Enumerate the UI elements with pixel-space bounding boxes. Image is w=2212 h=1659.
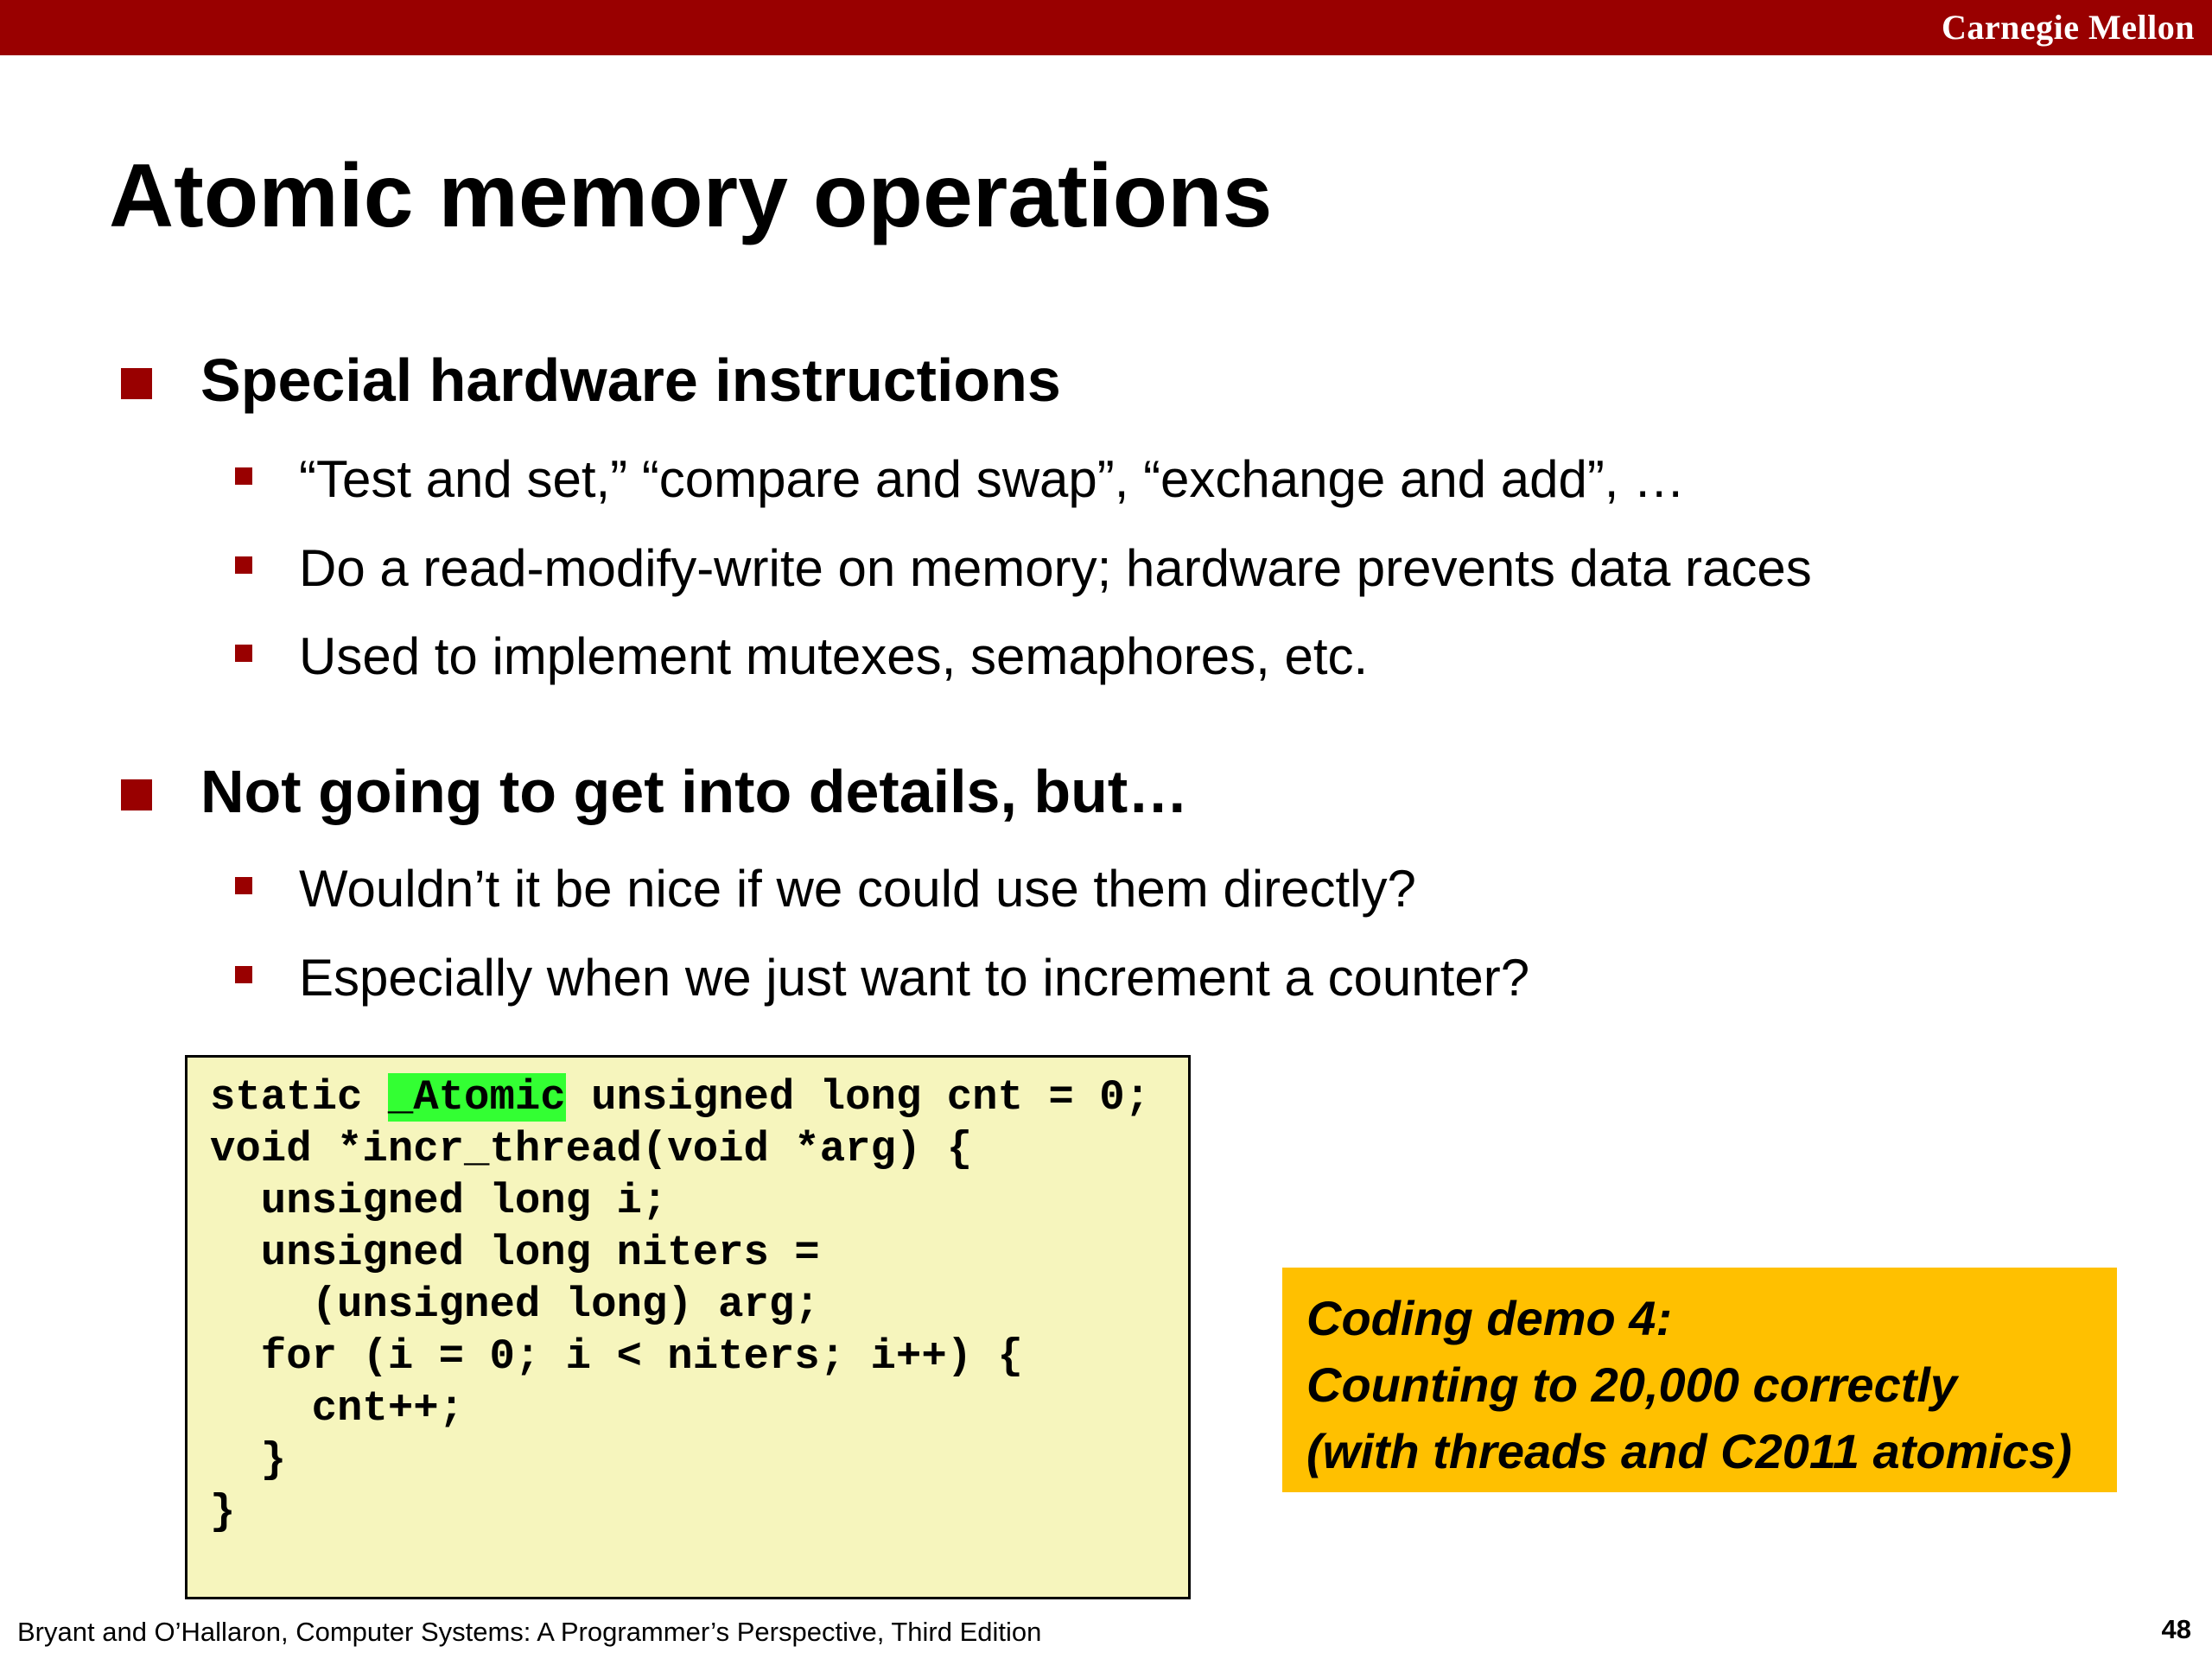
- slide-title: Atomic memory operations: [109, 146, 1273, 246]
- square-bullet-icon: [235, 877, 252, 894]
- square-bullet-icon: [235, 645, 252, 662]
- demo-description: Counting to 20,000 correctly: [1306, 1357, 1958, 1412]
- square-bullet-icon: [121, 779, 152, 810]
- section-heading-text: Not going to get into details, but…: [200, 758, 1189, 825]
- code-listing: [210, 1071, 1150, 1538]
- sub-bullet-text: Do a read-modify-write on memory; hardware prevents data races: [299, 539, 1812, 597]
- square-bullet-icon: [121, 368, 152, 399]
- atomic-highlight: _Atomic: [387, 1073, 566, 1122]
- sub-bullet-text: “Test and set,” “compare and swap”, “exchange and add”, …: [299, 450, 1686, 508]
- square-bullet-icon: [235, 556, 252, 574]
- section-heading-text: Special hardware instructions: [200, 346, 1061, 414]
- sub-bullet-text: Wouldn’t it be nice if we could use them directly?: [299, 860, 1416, 918]
- footer-citation: Bryant and O’Hallaron, Computer Systems: A Programmer’s Perspective, Third Edition: [17, 1617, 1042, 1647]
- code-keyword-static: static: [210, 1073, 388, 1122]
- sub-bullet-text: Used to implement mutexes, semaphores, etc.: [299, 627, 1369, 685]
- demo-callout: [1282, 1268, 2117, 1492]
- demo-note: (with threads and C2011 atomics): [1306, 1424, 2072, 1478]
- sub-bullet-text: Especially when we just want to increment a counter?: [299, 949, 1530, 1007]
- page-number: 48: [2161, 1614, 2191, 1644]
- square-bullet-icon: [235, 467, 252, 485]
- brand-label: Carnegie Mellon: [1942, 8, 2195, 47]
- code-body: void *incr_thread(void *arg) { unsigned long i; unsigned long niters = (unsigned long) arg; for (i = 0; i < niters; i++) { cnt++; } }: [210, 1125, 1023, 1536]
- square-bullet-icon: [235, 966, 252, 983]
- header-bar: [0, 0, 2212, 55]
- code-line1-rest: unsigned long cnt = 0;: [565, 1073, 1150, 1122]
- code-box: [185, 1055, 1191, 1599]
- demo-title: Coding demo 4:: [1306, 1291, 1673, 1345]
